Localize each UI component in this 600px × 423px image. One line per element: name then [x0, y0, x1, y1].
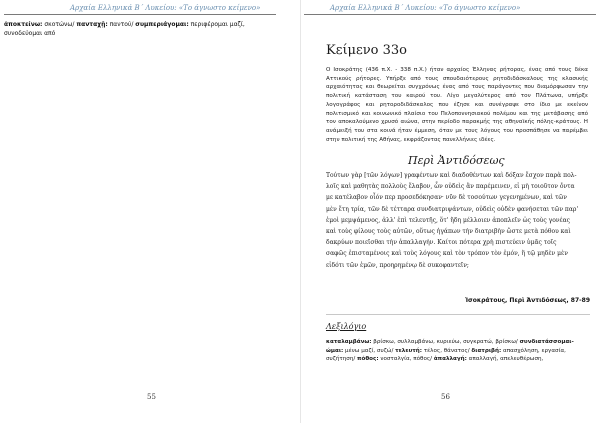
lex-term: συνδιατάσσομαι-ώμαι: — [326, 339, 574, 354]
page-divider — [300, 0, 301, 423]
passage-line: εἰδότι τῶν ἐμῶν, προηρημένῳ δὲ συκοφαντεῖν; — [326, 261, 469, 269]
author-intro: Ο Ισοκράτης (436 π.Χ. - 338 π.Χ.) ήταν αρχαίος Έλληνας ρήτορας, ένας από τους δέκα Αττικούς ρήτορες. Υπήρξε από τους σπουδαιότερους ρητοδιδάσκαλους της κλασικής αρχαιότητας και θεωρείται συγχρόνως ένας από τους παράγοντες που διαμόρφωσαν την πολιτική κατάσταση του καιρού του. Λίγο μεγαλύτερος από τον Πλάτωνα, υπήρξε λογογράφος και ρητοροδιδάσκαλος που έζησε και συνέγραψε στο ίδιο με εκείνον πολιτισμικό και κοινωνικό πλαίσιο του Πελοποννησιακού πολέμου και της μετάβασης από τον αποκαλούμενο χρυσό αιώνα, στην περίοδο παρακμής της αθηναϊκής πόλης-κράτους. Η ανάμειξή του στα κοινά ήταν έμμεση, όταν με τους λόγους του προσπάθησε να παρέμβει στην πολιτική της Αθήνας, εκφράζοντας πανελλήνιες ιδέες. — [326, 67, 588, 143]
lex-gloss: απασχόληση, εργασία, συζήτηση/ — [326, 347, 566, 363]
source-divider — [326, 314, 590, 315]
header-rule-right — [304, 14, 596, 15]
lexicon-title: Λεξιλόγιο — [326, 322, 367, 331]
passage-line: λοῖς καὶ μαθητὰς πολλοὺς ἔλαβον, ὧν οὐδεὶς ἂν παρέμεινεν, εἰ μὴ τοιοῦτον ὄντα — [326, 183, 575, 191]
lexicon-right — [326, 338, 590, 364]
page-number-right: 56 — [441, 393, 450, 401]
passage-line: δακρύων ποιεῖσθαι τὴν ἀπαλλαγήν. Καίτοι πότερα χρὴ πιστεύειν ὑμᾶς τοῖς — [326, 239, 557, 247]
passage-line: σαφῶς ἐπισταμένοις καὶ τοὺς λόγους καὶ τὸν τρόπον τὸν ἐμόν, ἢ τῷ μηδὲν μὲν — [326, 250, 568, 258]
lex-gloss: νοσταλγία, πόθος/ — [378, 356, 434, 363]
lex-term: πανταχῇ: — [76, 21, 108, 28]
lex-term: διατριβή: — [471, 347, 502, 354]
passage-line: ἐμοὶ μεμψάμενος, ἀλλ' ἐπὶ τελευτῆς, ὅτ' ἤδη μέλλοιεν ἀποπλεῖν ὡς τοὺς γονέας — [326, 216, 570, 224]
lexicon-left — [4, 20, 274, 38]
passage-line: με κατέλαβον οἷόν περ προσεδόκησαν· νῦν δὲ τοσούτων γεγενημένων, καὶ τῶν — [326, 194, 567, 202]
right-page — [300, 0, 600, 423]
work-title: Περὶ Ἀντιδόσεως — [408, 154, 505, 167]
running-header-left: Αρχαία Ελληνικά Β΄ Λυκείου: «Το άγνωστο κείμενο» — [70, 4, 261, 12]
ancient-greek-passage — [326, 170, 592, 271]
lex-gloss: παντού/ — [107, 21, 136, 28]
lex-gloss: περιφέρομαι μαζί, συνοδεύομαι από — [4, 21, 245, 37]
lex-gloss: απαλλαγή, απελευθέρωση, — [466, 356, 544, 363]
lex-term: ἀποκτείνω: — [4, 21, 43, 28]
lex-term: καταλαμβάνω: — [326, 339, 372, 345]
header-rule-left — [4, 14, 276, 15]
passage-line: μὲν ἔτη τρία, τῶν δὲ τέτταρα συνδιατριψάντων, οὐδεὶς οὐδὲν φανήσεται τῶν παρ' — [326, 205, 579, 213]
page-number-left: 55 — [147, 393, 156, 401]
passage-line: Τούτων γὰρ [τῶν λόγων] γραφέντων καὶ διαδοθέντων καὶ δόξαν ἔσχον παρὰ πολ- — [326, 172, 577, 179]
lesson-title: Κείμενο 33ο — [326, 43, 407, 58]
passage-line: καὶ τοὺς φίλους τοὺς αὑτῶν, οὕτως ἠγάπων τὴν διατριβὴν ὥστε μετὰ πόθου καὶ — [326, 228, 571, 236]
lex-term: συμπεριάγομαι: — [135, 21, 189, 28]
lex-term: τελευτή: — [395, 347, 423, 354]
lex-gloss: σκοτώνω/ — [42, 21, 77, 28]
source-citation: Ἰσοκράτους, Περὶ Ἀντιδόσεως, 87-89 — [465, 297, 590, 304]
lex-term: ἀπαλλαγή: — [433, 356, 467, 363]
lex-gloss: τέλος, θάνατος/ — [422, 347, 472, 354]
lex-term: πόθος: — [357, 356, 379, 363]
lex-gloss: βρίσκω, συλλαμβάνω, κυριεύω, συγκρατώ, βρίσκω/ — [371, 339, 520, 345]
running-header-right: Αρχαία Ελληνικά Β΄ Λυκείου: «Το άγνωστο κείμενο» — [330, 4, 521, 12]
lex-gloss: μένω μαζί, συζώ/ — [343, 347, 396, 354]
